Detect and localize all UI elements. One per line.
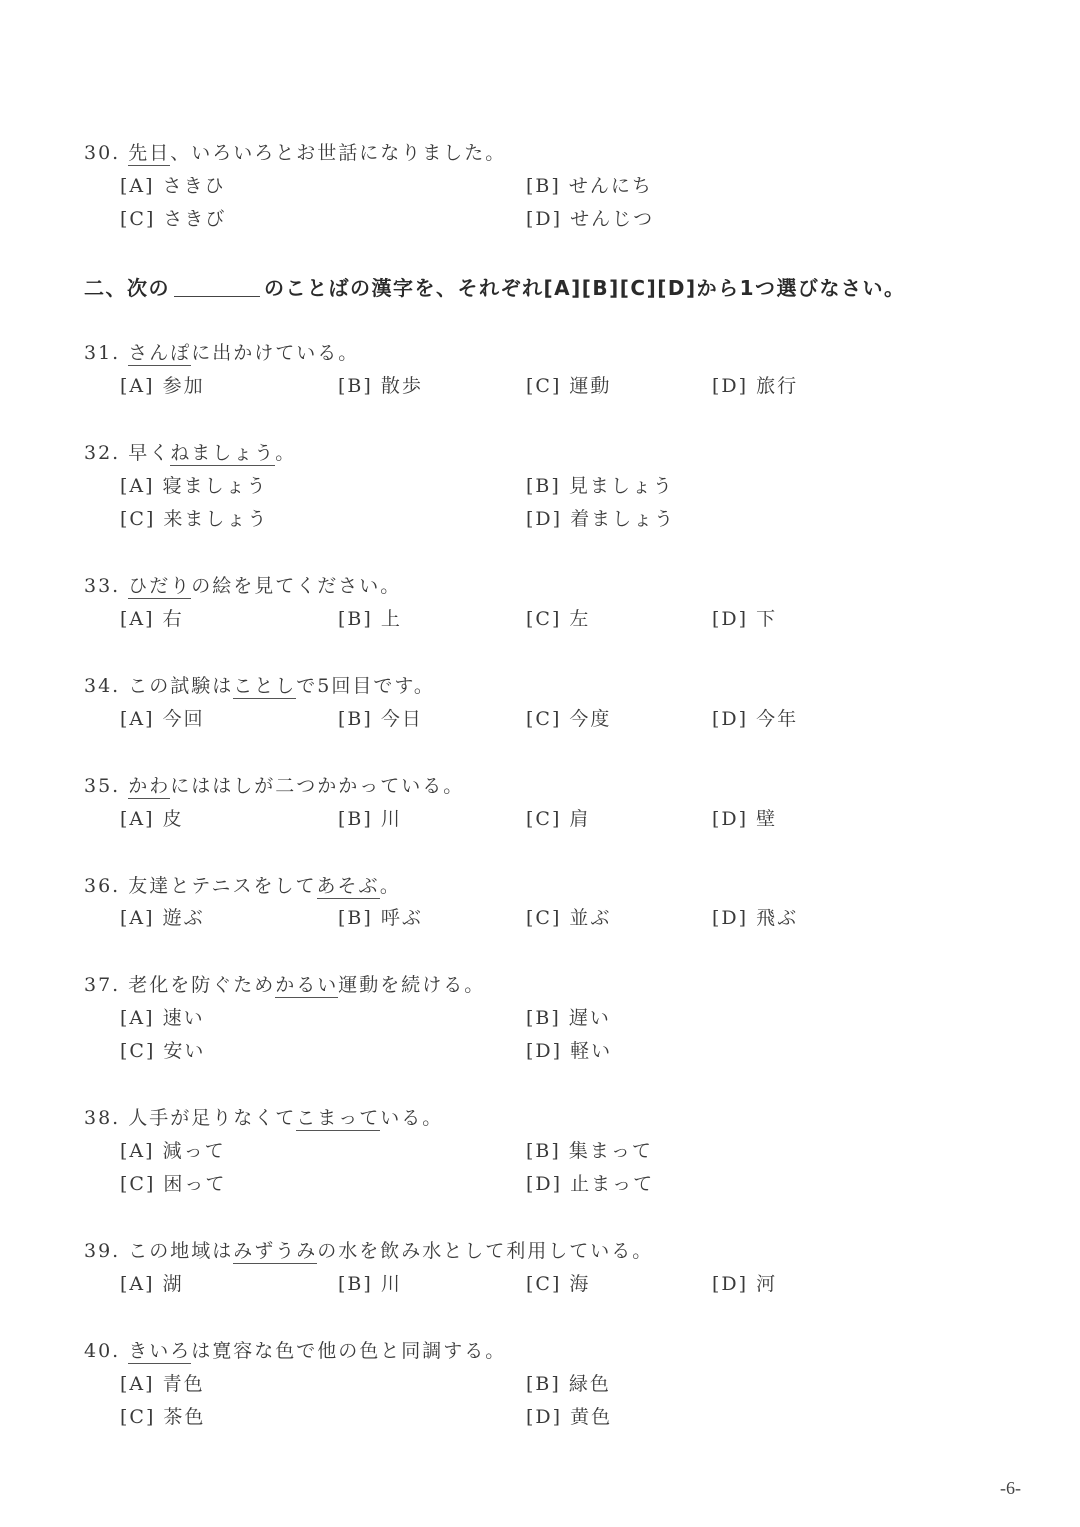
underlined-word: かわ — [128, 775, 171, 797]
underlined-word: こまって — [296, 1107, 381, 1129]
q32-option-b[interactable]: [B] 見ましょう — [526, 475, 674, 497]
q39-option-c[interactable]: [C] 海 — [526, 1273, 591, 1295]
underlined-word: かるい — [275, 974, 339, 996]
question-40-stem: 40. きいろは寛容な色で他の色と同調する。 — [84, 1340, 507, 1362]
q30-option-b[interactable]: [B] せんにち — [526, 175, 653, 197]
underlined-word: みずうみ — [233, 1240, 318, 1262]
q34-option-a[interactable]: [A] 今回 — [120, 708, 205, 730]
blank-line — [174, 295, 260, 297]
q34-option-c[interactable]: [C] 今度 — [526, 708, 612, 730]
underlined-word: ねましょう — [170, 442, 276, 464]
question-30-stem: 30. 先日、いろいろとお世話になりました。 — [84, 142, 507, 164]
q33-option-d[interactable]: [D] 下 — [712, 608, 778, 630]
q37-option-a[interactable]: [A] 速い — [120, 1007, 205, 1029]
q39-option-b[interactable]: [B] 川 — [338, 1273, 402, 1295]
q31-option-a[interactable]: [A] 参加 — [120, 375, 205, 397]
q38-option-a[interactable]: [A] 減って — [120, 1140, 226, 1162]
question-34-stem: 34. この試験はことしで5回目です。 — [84, 675, 435, 697]
q37-option-b[interactable]: [B] 遅い — [526, 1007, 611, 1029]
q31-option-b[interactable]: [B] 散歩 — [338, 375, 423, 397]
q39-option-a[interactable]: [A] 湖 — [120, 1273, 184, 1295]
q38-option-c[interactable]: [C] 困って — [120, 1173, 227, 1195]
q35-option-a[interactable]: [A] 皮 — [120, 808, 184, 830]
q36-option-c[interactable]: [C] 並ぶ — [526, 907, 612, 929]
q31-option-d[interactable]: [D] 旅行 — [712, 375, 799, 397]
question-39-stem: 39. この地域はみずうみの水を飲み水として利用している。 — [84, 1240, 654, 1262]
q33-option-a[interactable]: [A] 右 — [120, 608, 184, 630]
underlined-word: ことし — [233, 675, 297, 697]
q34-option-d[interactable]: [D] 今年 — [712, 708, 799, 730]
underlined-word: 先日 — [128, 142, 171, 164]
q39-option-d[interactable]: [D] 河 — [712, 1273, 778, 1295]
q36-option-d[interactable]: [D] 飛ぶ — [712, 907, 799, 929]
q35-option-c[interactable]: [C] 肩 — [526, 808, 591, 830]
q34-option-b[interactable]: [B] 今日 — [338, 708, 423, 730]
q32-option-c[interactable]: [C] 来ましょう — [120, 508, 269, 530]
underlined-word: きいろ — [128, 1340, 192, 1362]
question-38-stem: 38. 人手が足りなくてこまっている。 — [84, 1107, 444, 1129]
q40-option-b[interactable]: [B] 緑色 — [526, 1373, 611, 1395]
question-35-stem: 35. かわにははしが二つかかっている。 — [84, 775, 465, 797]
q35-option-b[interactable]: [B] 川 — [338, 808, 402, 830]
question-32-stem: 32. 早くねましょう。 — [84, 442, 297, 464]
q33-option-b[interactable]: [B] 上 — [338, 608, 402, 630]
q40-option-a[interactable]: [A] 青色 — [120, 1373, 205, 1395]
question-37-stem: 37. 老化を防ぐためかるい運動を続ける。 — [84, 974, 486, 996]
q38-option-d[interactable]: [D] 止まって — [526, 1173, 655, 1195]
question-31-stem: 31. さんぽに出かけている。 — [84, 342, 360, 364]
q38-option-b[interactable]: [B] 集まって — [526, 1140, 653, 1162]
q40-option-d[interactable]: [D] 黄色 — [526, 1406, 613, 1428]
section-heading: 二、次の のことばの漢字を、それぞれ[A][B][C][D]から1つ選びなさい。 — [84, 276, 906, 300]
q30-option-a[interactable]: [A] さきひ — [120, 175, 226, 197]
q35-option-d[interactable]: [D] 壁 — [712, 808, 778, 830]
underlined-word: あそぶ — [316, 875, 380, 897]
q37-option-c[interactable]: [C] 安い — [120, 1040, 206, 1062]
q36-option-a[interactable]: [A] 遊ぶ — [120, 907, 205, 929]
page-number: -6- — [1000, 1478, 1021, 1498]
q36-option-b[interactable]: [B] 呼ぶ — [338, 907, 423, 929]
q30-option-c[interactable]: [C] さきび — [120, 208, 227, 230]
q32-option-d[interactable]: [D] 着ましょう — [526, 508, 676, 530]
q31-option-c[interactable]: [C] 運動 — [526, 375, 612, 397]
q40-option-c[interactable]: [C] 茶色 — [120, 1406, 206, 1428]
question-33-stem: 33. ひだりの絵を見てください。 — [84, 575, 402, 597]
q37-option-d[interactable]: [D] 軽い — [526, 1040, 613, 1062]
q30-option-d[interactable]: [D] せんじつ — [526, 208, 655, 230]
q33-option-c[interactable]: [C] 左 — [526, 608, 591, 630]
underlined-word: ひだり — [128, 575, 192, 597]
question-36-stem: 36. 友達とテニスをしてあそぶ。 — [84, 875, 401, 897]
underlined-word: さんぽ — [128, 342, 192, 364]
q32-option-a[interactable]: [A] 寝ましょう — [120, 475, 268, 497]
